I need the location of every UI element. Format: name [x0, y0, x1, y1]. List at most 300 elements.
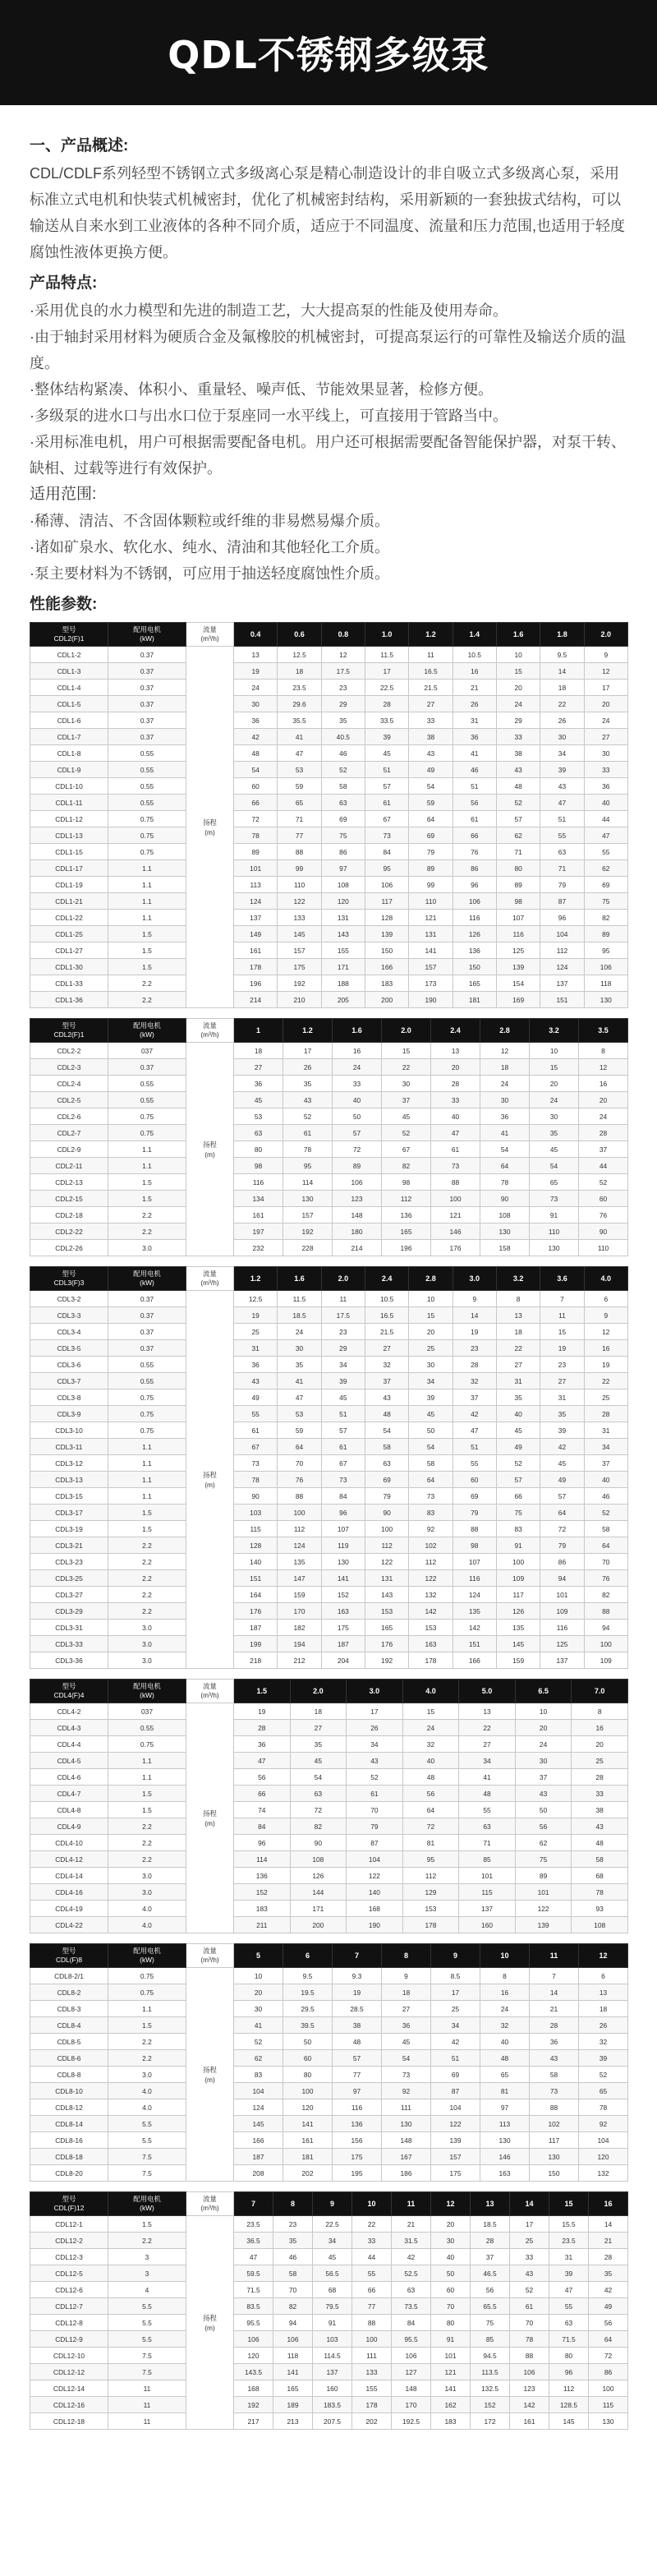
head-value: 143.5 — [234, 2364, 273, 2380]
model-cell: CDL4-22 — [30, 1917, 108, 1933]
head-value: 10.5 — [365, 1291, 408, 1307]
head-value: 65 — [278, 795, 321, 811]
head-value: 76 — [278, 1472, 321, 1488]
model-cell: CDL3-31 — [30, 1620, 108, 1636]
motor-cell: 1.1 — [108, 1472, 186, 1488]
usage-item: ·诸如矿泉水、软化水、纯水、清油和其他轻化工介质。 — [30, 539, 389, 555]
flow-value: 5 — [234, 1944, 283, 1968]
head-value: 10 — [515, 1703, 572, 1720]
model-cell: CDL1-25 — [30, 926, 108, 942]
table-row — [30, 1620, 628, 1636]
head-value: 46 — [273, 2249, 313, 2265]
table-row — [30, 1174, 628, 1191]
head-value: 66 — [234, 1786, 291, 1802]
head-value: 18.5 — [471, 2216, 510, 2233]
motor-unit: (kW) — [140, 1691, 154, 1699]
head-value: 146 — [431, 1223, 480, 1240]
motor-cell: 0.37 — [108, 647, 186, 663]
head-value: 124 — [234, 2099, 283, 2116]
head-value: 11 — [409, 647, 453, 663]
head-value: 45 — [382, 2034, 431, 2050]
head-value: 61 — [431, 1141, 480, 1158]
head-value: 55 — [459, 1802, 516, 1818]
model-cell: CDL8-6 — [30, 2050, 108, 2067]
motor-cell: 7.5 — [108, 2364, 186, 2380]
head-value: 27 — [459, 1736, 516, 1753]
head-value: 150 — [453, 959, 496, 975]
head-value: 37 — [471, 2249, 510, 2265]
head-value: 154 — [496, 975, 540, 992]
head-value: 45 — [290, 1753, 347, 1769]
head-value: 17.5 — [321, 1307, 365, 1324]
head-value: 139 — [515, 1917, 572, 1933]
model-cell: CDL8-18 — [30, 2149, 108, 2165]
model-cell: CDL1-2 — [30, 647, 108, 663]
head-value: 29 — [321, 1340, 365, 1357]
table-row — [30, 1092, 628, 1108]
head-value: 82 — [273, 2298, 313, 2315]
table-row — [30, 2364, 628, 2380]
model-header — [30, 1944, 108, 1968]
table-row — [30, 2165, 628, 2182]
head-value: 122 — [347, 1868, 403, 1884]
head-value: 135 — [278, 1554, 321, 1570]
head-value: 45 — [540, 1455, 584, 1472]
head-value: 33 — [352, 2233, 392, 2249]
motor-cell: 0.55 — [108, 762, 186, 778]
motor-cell: 037 — [108, 1703, 186, 1720]
head-value: 24 — [480, 2001, 530, 2017]
head-value: 18 — [290, 1703, 347, 1720]
head-value: 62 — [515, 1835, 572, 1851]
head-value: 55 — [549, 2298, 589, 2315]
head-value: 205 — [321, 992, 365, 1008]
table-row — [30, 1307, 628, 1324]
head-value: 22 — [540, 696, 584, 712]
head-value: 43 — [496, 762, 540, 778]
table-row — [30, 1835, 628, 1851]
head-value: 67 — [321, 1455, 365, 1472]
table-row — [30, 680, 628, 696]
flow-value: 7 — [333, 1944, 382, 1968]
motor-cell: 0.75 — [108, 1984, 186, 2001]
head-value: 110 — [278, 877, 321, 893]
head-value: 44 — [584, 811, 627, 827]
model-cell: CDL2-2 — [30, 1043, 108, 1059]
head-value: 40 — [496, 1406, 540, 1422]
head-value: 9.3 — [333, 1968, 382, 1984]
head-value: 107 — [321, 1521, 365, 1537]
head-value: 90 — [365, 1505, 408, 1521]
head-value: 72 — [234, 811, 278, 827]
model-cell: CDL12-16 — [30, 2397, 108, 2413]
head-value: 91 — [431, 2331, 471, 2348]
head-value: 56 — [234, 1769, 291, 1786]
head-value: 16 — [333, 1043, 382, 1059]
head-value: 112 — [382, 1191, 431, 1207]
motor-cell: 1.1 — [108, 910, 186, 926]
head-value: 192 — [234, 2397, 273, 2413]
head-value: 54 — [382, 2050, 431, 2067]
head-value: 57 — [365, 778, 408, 795]
head-value: 29 — [496, 712, 540, 729]
head-value: 159 — [278, 1587, 321, 1603]
head-value: 43 — [234, 1373, 278, 1389]
head-value: 67 — [382, 1141, 431, 1158]
head-value: 79.5 — [313, 2298, 352, 2315]
head-value: 17 — [365, 663, 408, 680]
head-value: 106 — [584, 959, 627, 975]
head-value: 113 — [480, 2116, 530, 2132]
head-value: 56 — [471, 2282, 510, 2298]
head-value: 33 — [431, 1092, 480, 1108]
model-cell: CDL12-2 — [30, 2233, 108, 2249]
head-value: 115 — [459, 1884, 516, 1901]
head-value: 69 — [409, 827, 453, 844]
head-value: 140 — [347, 1884, 403, 1901]
head-value: 126 — [453, 926, 496, 942]
head-value: 181 — [453, 992, 496, 1008]
head-value: 33 — [409, 712, 453, 729]
head-value: 46 — [584, 1488, 627, 1505]
head-value: 128 — [365, 910, 408, 926]
head-value: 72 — [589, 2348, 628, 2364]
model-cell: CDL3-8 — [30, 1389, 108, 1406]
head-value: 20 — [530, 1076, 579, 1092]
head-value: 40 — [402, 1753, 459, 1769]
table-row — [30, 811, 628, 827]
head-value: 63 — [549, 2315, 589, 2331]
head-value: 204 — [321, 1652, 365, 1669]
features-heading: 产品特点: — [30, 274, 98, 292]
head-value: 9 — [584, 647, 627, 663]
head-value: 110 — [530, 1223, 579, 1240]
head-value: 107 — [496, 910, 540, 926]
model-header — [30, 623, 108, 647]
motor-cell: 0.55 — [108, 778, 186, 795]
series-label: CDL4(F)4 — [53, 1691, 85, 1699]
head-value: 22 — [382, 1059, 431, 1076]
head-value: 110 — [409, 893, 453, 910]
head-value: 37 — [515, 1769, 572, 1786]
motor-cell: 2.2 — [108, 1587, 186, 1603]
motor-cell: 3.0 — [108, 1636, 186, 1652]
flow-value: 3.5 — [579, 1019, 628, 1043]
motor-label: 配用电机 — [133, 1021, 161, 1030]
motor-cell: 1.1 — [108, 1439, 186, 1455]
model-cell: CDL1-3 — [30, 663, 108, 680]
head-value: 31 — [584, 1422, 627, 1439]
head-value: 189 — [273, 2397, 313, 2413]
head-value: 70 — [510, 2315, 549, 2331]
head-value: 12 — [480, 1043, 530, 1059]
model-cell: CDL2-18 — [30, 1207, 108, 1223]
head-value: 42 — [431, 2034, 480, 2050]
table-row — [30, 1223, 628, 1240]
head-value: 80 — [234, 1141, 283, 1158]
head-value: 85 — [471, 2331, 510, 2348]
head-value: 217 — [234, 2413, 273, 2430]
motor-cell: 1.1 — [108, 1769, 186, 1786]
head-value: 60 — [283, 2050, 333, 2067]
flow-value: 10 — [352, 2192, 392, 2216]
head-value: 186 — [382, 2165, 431, 2182]
flow-value: 10 — [480, 1944, 530, 1968]
head-value: 84 — [392, 2315, 431, 2331]
motor-cell: 2.2 — [108, 1818, 186, 1835]
head-value: 92 — [409, 1521, 453, 1537]
head-value: 98 — [453, 1537, 496, 1554]
motor-header — [108, 1019, 186, 1043]
head-value: 10.5 — [453, 647, 496, 663]
flow-label: 流量 — [203, 1947, 217, 1955]
head-value: 145 — [496, 1636, 540, 1652]
head-value: 20 — [496, 680, 540, 696]
head-value: 125 — [540, 1636, 584, 1652]
motor-cell: 0.75 — [108, 1736, 186, 1753]
model-cell: CDL2-9 — [30, 1141, 108, 1158]
head-value: 77 — [278, 827, 321, 844]
head-value: 60 — [234, 778, 278, 795]
motor-cell: 0.37 — [108, 663, 186, 680]
model-cell: CDL3-33 — [30, 1636, 108, 1652]
head-value: 15 — [382, 1043, 431, 1059]
head-value: 120 — [283, 2099, 333, 2116]
table-row — [30, 2315, 628, 2331]
head-value: 41 — [234, 2017, 283, 2034]
head-value: 101 — [515, 1884, 572, 1901]
head-value: 91 — [313, 2315, 352, 2331]
head-value: 38 — [333, 2017, 382, 2034]
head-value: 15 — [540, 1324, 584, 1340]
head-value: 53 — [278, 1406, 321, 1422]
head-value: 136 — [333, 2116, 382, 2132]
head-value: 176 — [431, 1240, 480, 1256]
head-value: 49 — [234, 1389, 278, 1406]
model-cell: CDL4-4 — [30, 1736, 108, 1753]
head-value: 57 — [496, 811, 540, 827]
head-label-cell — [186, 1968, 234, 2182]
head-value: 48 — [402, 1769, 459, 1786]
head-value: 39 — [540, 762, 584, 778]
head-value: 199 — [234, 1636, 278, 1652]
head-value: 27 — [584, 729, 627, 745]
model-cell: CDL3-19 — [30, 1521, 108, 1537]
performance-table — [30, 622, 628, 1008]
model-cell: CDL4-3 — [30, 1720, 108, 1736]
head-value: 77 — [333, 2067, 382, 2083]
model-cell: CDL1-6 — [30, 712, 108, 729]
table-row — [30, 1753, 628, 1769]
head-value: 116 — [496, 926, 540, 942]
head-value: 47 — [584, 827, 627, 844]
flow-value: 2.0 — [584, 623, 627, 647]
head-value: 171 — [321, 959, 365, 975]
flow-value: 1.2 — [234, 1267, 278, 1291]
head-value: 98 — [382, 1174, 431, 1191]
flow-value: 2.4 — [365, 1267, 408, 1291]
head-value: 103 — [234, 1505, 278, 1521]
head-value: 143 — [321, 926, 365, 942]
head-value: 18 — [382, 1984, 431, 2001]
head-value: 31 — [496, 1373, 540, 1389]
head-value: 117 — [530, 2132, 579, 2149]
table-row — [30, 1357, 628, 1373]
table-row — [30, 712, 628, 729]
flow-value: 12 — [579, 1944, 628, 1968]
flow-value: 2.8 — [480, 1019, 530, 1043]
head-value: 40 — [480, 2034, 530, 2050]
head-value: 89 — [333, 1158, 382, 1174]
head-value: 95 — [365, 860, 408, 877]
head-value: 141 — [321, 1570, 365, 1587]
head-value: 79 — [453, 1505, 496, 1521]
motor-cell: 0.75 — [108, 1125, 186, 1141]
head-value: 41 — [278, 1373, 321, 1389]
head-value: 55 — [352, 2265, 392, 2282]
head-value: 24 — [234, 680, 278, 696]
head-value: 127 — [392, 2364, 431, 2380]
head-value: 20 — [234, 1984, 283, 2001]
head-value: 50 — [283, 2034, 333, 2050]
model-cell: CDL12-5 — [30, 2265, 108, 2282]
head-label-cell — [186, 2216, 234, 2430]
head-value: 35 — [273, 2233, 313, 2249]
head-value: 135 — [496, 1620, 540, 1636]
head-value: 75 — [321, 827, 365, 844]
table-row — [30, 1422, 628, 1439]
head-value: 99 — [409, 877, 453, 893]
head-value: 190 — [409, 992, 453, 1008]
flow-header — [186, 1944, 234, 1968]
head-value: 188 — [321, 975, 365, 992]
head-value: 35 — [496, 1389, 540, 1406]
table-row — [30, 745, 628, 762]
head-value: 63 — [321, 795, 365, 811]
table-row — [30, 1389, 628, 1406]
head-value: 10 — [409, 1291, 453, 1307]
head-value: 180 — [333, 1223, 382, 1240]
head-value: 54 — [365, 1422, 408, 1439]
head-value: 38 — [496, 745, 540, 762]
head-value: 75 — [584, 893, 627, 910]
head-value: 214 — [333, 1240, 382, 1256]
head-value: 89 — [584, 926, 627, 942]
head-value: 79 — [365, 1488, 408, 1505]
head-value: 89 — [409, 860, 453, 877]
head-value: 192 — [278, 975, 321, 992]
flow-unit: (m³/h) — [200, 1691, 219, 1699]
table-header-row — [30, 1944, 628, 1968]
head-value: 130 — [530, 2149, 579, 2165]
head-value: 24 — [333, 1059, 382, 1076]
head-value: 104 — [234, 2083, 283, 2099]
feature-item: ·采用标准电机，用户可根据需要配备电机。用户还可根据需要配备智能保护器，对泵干转、缺相、过载等进行有效保护。 — [30, 434, 626, 477]
head-value: 51 — [431, 2050, 480, 2067]
head-value: 96 — [321, 1505, 365, 1521]
head-value: 67 — [234, 1439, 278, 1455]
head-value: 24 — [579, 1108, 628, 1125]
head-value: 64 — [480, 1158, 530, 1174]
head-value: 36 — [584, 778, 627, 795]
head-value: 84 — [365, 844, 408, 860]
head-value: 9.5 — [540, 647, 584, 663]
head-value: 124 — [234, 893, 278, 910]
motor-unit: (kW) — [140, 2204, 154, 2212]
head-value: 11.5 — [278, 1291, 321, 1307]
head-value: 195 — [333, 2165, 382, 2182]
flow-header — [186, 1019, 234, 1043]
flow-unit: (m³/h) — [200, 1030, 219, 1039]
head-value: 101 — [234, 860, 278, 877]
head-value: 54 — [290, 1769, 347, 1786]
head-value: 33 — [572, 1786, 628, 1802]
model-cell: CDL3-12 — [30, 1455, 108, 1472]
head-value: 28 — [579, 1125, 628, 1141]
head-value: 123 — [333, 1191, 382, 1207]
motor-cell: 0.55 — [108, 795, 186, 811]
head-value: 13 — [579, 1984, 628, 2001]
head-value: 39 — [409, 1389, 453, 1406]
head-value: 92 — [382, 2083, 431, 2099]
model-cell: CDL4-2 — [30, 1703, 108, 1720]
head-value: 170 — [278, 1603, 321, 1620]
head-value: 137 — [313, 2364, 352, 2380]
head-value: 61 — [347, 1786, 403, 1802]
head-value: 47 — [431, 1125, 480, 1141]
head-value: 78 — [234, 1472, 278, 1488]
head-value: 21 — [392, 2216, 431, 2233]
head-value: 37 — [382, 1092, 431, 1108]
head-value: 18 — [234, 1043, 283, 1059]
model-cell: CDL8-3 — [30, 2001, 108, 2017]
head-value: 141 — [431, 2380, 471, 2397]
head-value: 35 — [290, 1736, 347, 1753]
performance-table — [30, 1266, 628, 1669]
motor-cell: 0.55 — [108, 1092, 186, 1108]
head-value: 45 — [365, 745, 408, 762]
head-value: 83.5 — [234, 2298, 273, 2315]
model-header — [30, 1680, 108, 1703]
flow-value: 2.0 — [290, 1680, 347, 1703]
head-value: 52 — [579, 2067, 628, 2083]
model-cell: CDL2-22 — [30, 1223, 108, 1240]
head-value: 202 — [352, 2413, 392, 2430]
head-value: 61 — [365, 795, 408, 811]
motor-cell: 1.5 — [108, 1505, 186, 1521]
head-value: 181 — [283, 2149, 333, 2165]
head-value: 11.5 — [365, 647, 408, 663]
series-label: CDL3(F)3 — [53, 1279, 85, 1287]
head-value: 38 — [572, 1802, 628, 1818]
head-value: 17.5 — [321, 663, 365, 680]
flow-value: 16 — [589, 2192, 628, 2216]
model-header — [30, 1267, 108, 1291]
head-value: 137 — [234, 910, 278, 926]
head-value: 19.5 — [283, 1984, 333, 2001]
head-value: 210 — [278, 992, 321, 1008]
motor-unit: (kW) — [140, 1279, 154, 1287]
head-value: 17 — [347, 1703, 403, 1720]
head-value: 71 — [540, 860, 584, 877]
head-value: 60 — [579, 1191, 628, 1207]
model-cell: CDL8-4 — [30, 2017, 108, 2034]
model-cell: CDL12-7 — [30, 2298, 108, 2315]
flow-value: 3.2 — [530, 1019, 579, 1043]
table-row — [30, 1043, 628, 1059]
flow-value: 1.6 — [278, 1267, 321, 1291]
motor-unit: (kW) — [140, 1956, 154, 1964]
